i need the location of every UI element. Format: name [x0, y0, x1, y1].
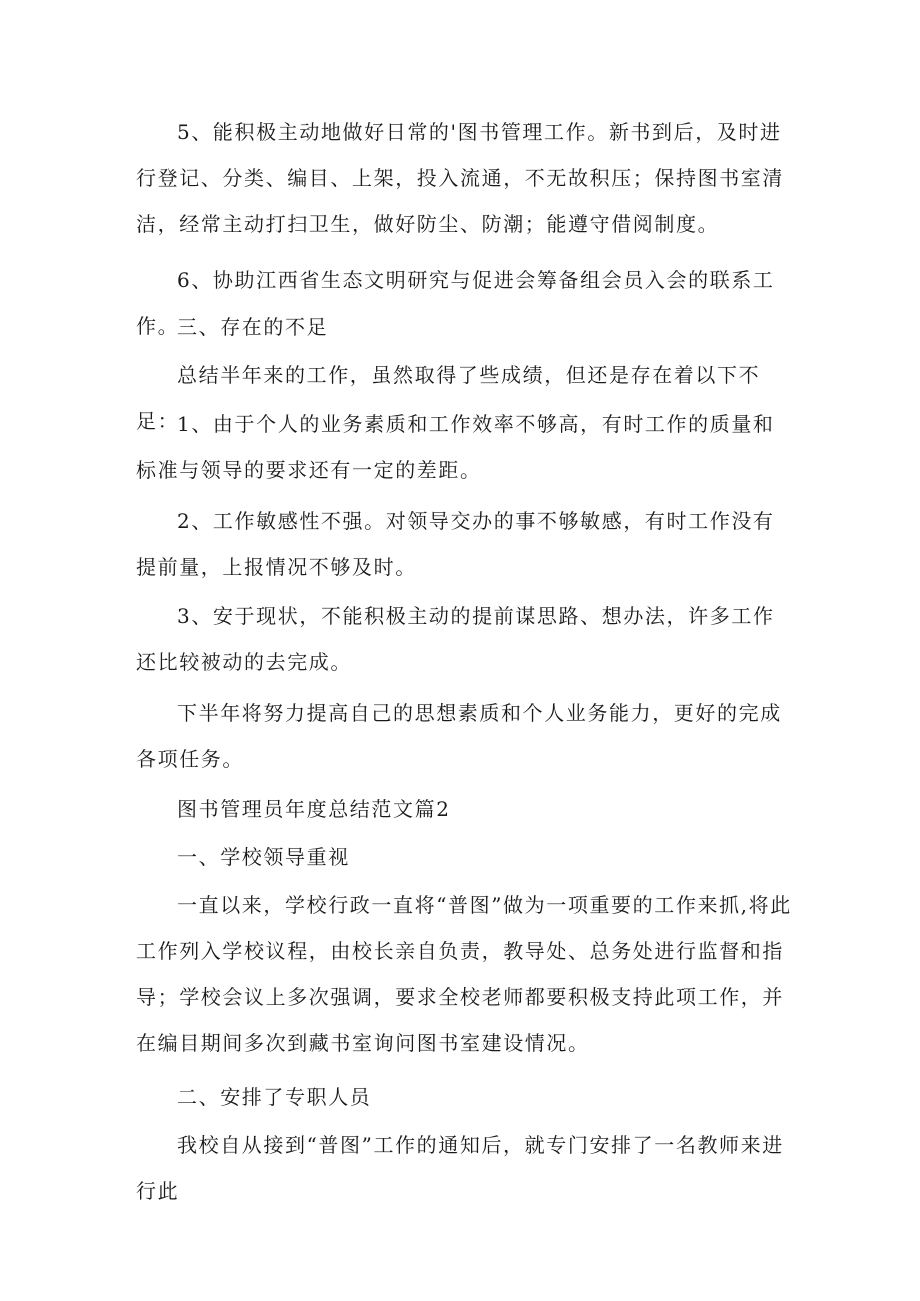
- article-title-2: 图书管理员年度总结范文篇2: [177, 797, 451, 821]
- section-heading-staff: 二、安排了专职人员: [177, 1085, 372, 1109]
- paragraph-shortcoming-3: 3、安于现状，不能积极主动的提前谋思路、想办法，许多工作还比较被动的去完成。: [136, 604, 775, 674]
- section-heading-leadership: 一、学校领导重视: [177, 845, 350, 869]
- paragraph-leadership: 一直以来，学校行政一直将“普图”做为一项重要的工作来抓,将此工作列入学校议程，由校长亲自负责，教导处、总务处进行监督和指导；学校会议上多次强调，要求全校老师都要积极支持此项工作，并在编目期间多次到藏书室询问图书室建设情况。: [136, 893, 792, 1055]
- paragraph-shortcoming-1: 1、由于个人的业务素质和工作效率不够高，有时工作的质量和标准与领导的要求还有一定的差距。: [136, 412, 775, 482]
- paragraph-summary: 总结半年来的工作，虽然取得了些成绩，但还是存在着以下不足：: [136, 363, 761, 433]
- section-heading-shortcomings: 三、存在的不足: [177, 315, 329, 339]
- paragraph-item-5: 5、能积极主动地做好日常的'图书管理工作。新书到后，及时进行登记、分类、编目、上架，投入流通，不无故积压；保持图书室清洁，经常主动打扫卫生，做好防尘、防潮；能遵守借阅制度。: [136, 120, 784, 236]
- paragraph-item-6: 6、协助江西省生态文明研究与促进会筹备组会员入会的联系工作。: [136, 268, 775, 338]
- paragraph-shortcoming-2: 2、工作敏感性不强。对领导交办的事不够敏感，有时工作没有提前量，上报情况不够及时。: [136, 509, 775, 579]
- paragraph-staff: 我校自从接到“普图”工作的通知后，就专门安排了一名教师来进行此: [136, 1133, 784, 1203]
- paragraph-next-half: 下半年将努力提高自己的思想素质和个人业务能力，更好的完成各项任务。: [136, 701, 782, 771]
